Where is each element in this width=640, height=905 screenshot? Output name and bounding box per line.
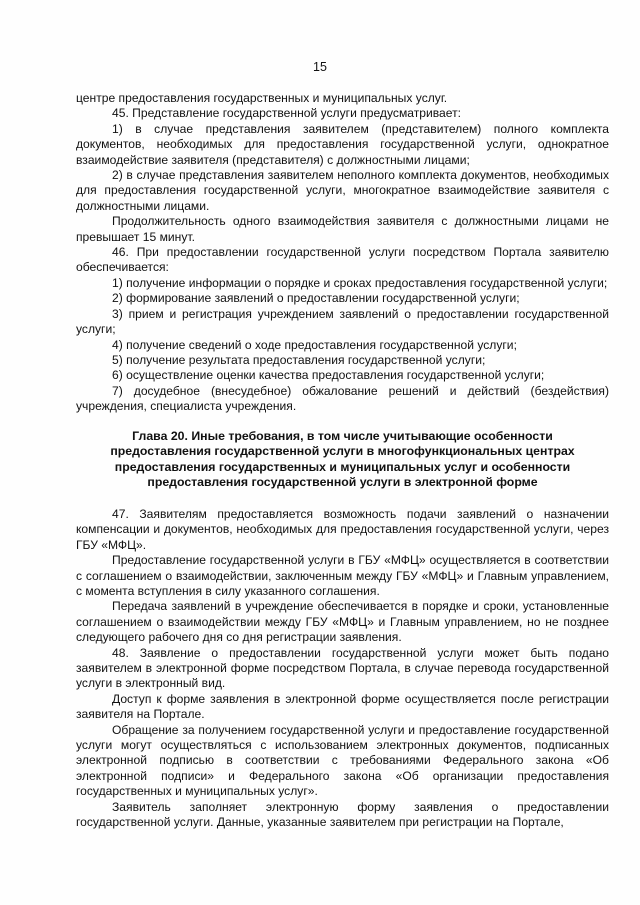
paragraph: Продолжительность одного взаимодействия заявителя с должностными лицами не превышает 15 минут.	[76, 214, 609, 244]
list-item: 6) осуществление оценки качества предоставления государственной услуги;	[112, 368, 545, 383]
list-item: 1) получение информации о порядке и сроках предоставления государственной услуги;	[112, 275, 608, 290]
paragraph: 47. Заявителям предоставляется возможность подачи заявлений о назначении компенсации и документов, необходимых для предоставления государственной услуги, через ГБУ «МФЦ».	[76, 506, 609, 552]
list-item: 7) досудебное (внесудебное) обжалование решений и действий (бездействия) учреждения, специалиста учреждения.	[76, 383, 609, 414]
document-body	[76, 91, 609, 830]
list-item: 3) прием и регистрация учреждением заявлений о предоставлении государственной услуги;	[76, 306, 609, 337]
list-item: 2) в случае представления заявителем неполного комплекта документов, необходимых для предоставления государственной услуги, многократное взаимодействие заявителя с должностными лицами.	[76, 168, 609, 213]
list-item: 5) получение результата предоставления государственной услуги;	[112, 352, 486, 367]
paragraph: Доступ к форме заявления в электронной форме осуществляется после регистрации заявителя на Портале.	[76, 691, 609, 722]
paragraph: Заявитель заполняет электронную форму заявления о предоставлении государственной услуги. Данные, указанные заявителем при регистрации на Портале,	[76, 799, 609, 830]
page-number: 15	[313, 60, 327, 74]
paragraph: Предоставление государственной услуги в ГБУ «МФЦ» осуществляется в соответствии с соглашением о взаимодействии, заключенным между ГБУ «МФЦ» и Главным управлением, с момента вступления в силу указанного соглашения.	[76, 553, 609, 598]
paragraph: 48. Заявление о предоставлении государственной услуги может быть подано заявителем в электронной форме посредством Портала, в случае перевода государственной услуги в электронный вид.	[76, 645, 609, 691]
chapter-heading: Глава 20. Иные требования, в том числе учитывающие особенности предоставления государственной услуги в многофункциональных центрах предоставления государственных и муниципальных услуг и особенности предоставления государственной услуги в электронной форме	[110, 428, 575, 490]
paragraph: 46. При предоставлении государственной услуги посредством Портала заявителю обеспечивается:	[76, 245, 609, 275]
list-item: 4) получение сведений о ходе предоставления государственной услуги;	[112, 337, 517, 352]
paragraph: 45. Представление государственной услуги предусматривает:	[112, 106, 461, 121]
paragraph: Обращение за получением государственной услуги и предоставление государственной услуги могут осуществляться с использованием электронных документов, подписанных электронной подписью в соответствии с требованиями Федерального закона «Об электронной подписи» и Федерального закона «Об организации предоставления государственных и муниципальных услуг».	[76, 722, 609, 799]
list-item: 1) в случае представления заявителем (представителем) полного комплекта документов, необходимых для предоставления государственной услуги, однократное взаимодействие заявителя (представителя) с должностными лицами;	[76, 121, 609, 167]
list-item: 2) формирование заявлений о предоставлении государственной услуги;	[112, 291, 520, 306]
paragraph: Передача заявлений в учреждение обеспечивается в порядке и сроки, установленные соглашением о взаимодействии между ГБУ «МФЦ» и Главным управлением, но не позднее следующего рабочего дня со дня регистрации заявления.	[76, 599, 609, 645]
paragraph: центре предоставления государственных и муниципальных услуг.	[76, 91, 448, 105]
